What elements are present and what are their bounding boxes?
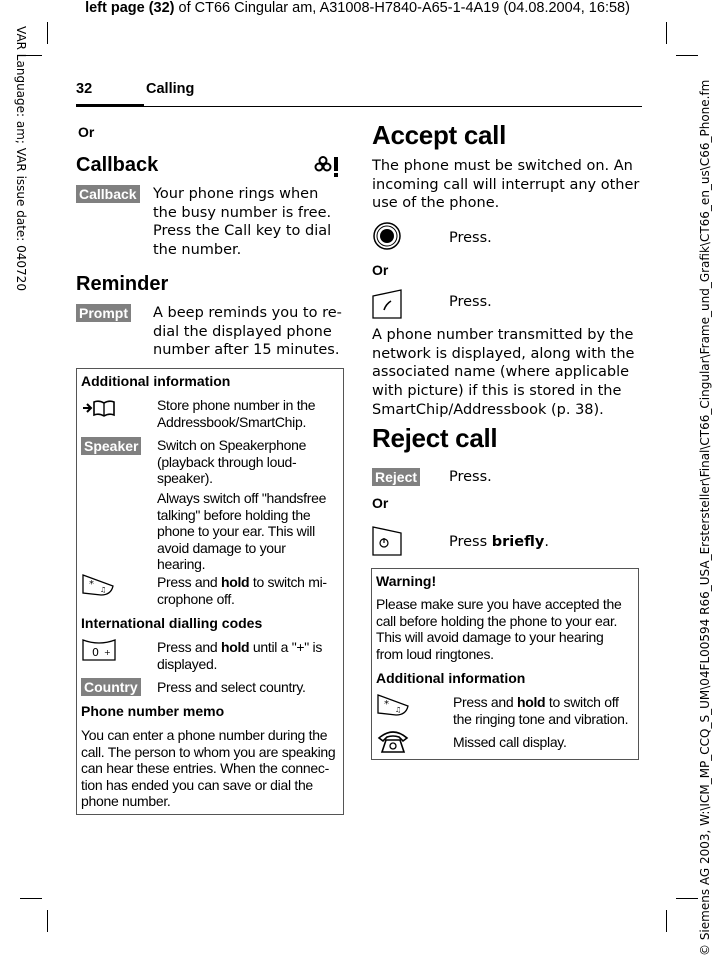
intl-dialling-heading: International dialling codes (81, 615, 263, 631)
crop-mark (666, 22, 667, 44)
text-line: You can enter a phone number during the (81, 727, 328, 743)
callback-text (153, 185, 331, 260)
svg-text:*: * (384, 699, 389, 710)
text-bold: hold (516, 694, 546, 710)
addressbook-store-icon (82, 398, 116, 422)
text-line: SmartChip/Addressbook (p. 38). (372, 401, 604, 418)
side-text-right: © Siemens AG 2003, W:\ICM_MP_CCQ_S_UM\04FL00594 R66_USA_Erstersteller\Final\CT66_Cingular\Frame_und_Grafik\CT66_en_us\C66_Phone.fm (698, 79, 712, 956)
crop-mark (47, 910, 48, 932)
text-line: Press the Call key to dial (153, 223, 332, 240)
crop-mark (47, 22, 48, 44)
text-line: use of the phone. (372, 195, 500, 212)
text-line: (playback through loud- (157, 453, 297, 470)
accept-intro-text (372, 157, 639, 213)
header-rule (76, 106, 642, 107)
text-run: Press and (157, 574, 221, 590)
reminder-heading: Reminder (76, 273, 169, 295)
or-label: Or (372, 262, 389, 278)
text-line: Addressbook/SmartChip. (157, 413, 307, 430)
reminder-text (153, 304, 342, 360)
or-label: Or (372, 495, 389, 511)
text-line: Please make sure you have accepted the (376, 596, 622, 612)
text-line: can hear these entries. When the connec- (81, 760, 329, 776)
text-line: displayed. (157, 655, 218, 672)
svg-text:♫: ♫ (395, 706, 402, 714)
text-line: call before holding the phone to your ear. (376, 612, 618, 629)
reject-press-text: Press. (449, 469, 492, 485)
text-line: the number. (153, 242, 242, 259)
text-line: from loud ringtones. (376, 645, 494, 662)
speaker-softkey: Speaker (81, 437, 141, 455)
store-text (157, 397, 315, 430)
handsfree-warning-text (157, 490, 326, 573)
text-line: tion has ended you can save or dial the (81, 776, 313, 793)
text-line: the busy number is free. (153, 204, 332, 221)
page-number: 32 (76, 81, 93, 97)
country-text: Press and select country. (157, 679, 306, 695)
text-line: network is displayed, along with the (372, 345, 635, 362)
crop-mark (676, 898, 698, 899)
mic-text (157, 574, 327, 607)
print-header-bold: left page (32) (85, 0, 175, 16)
section-title: Calling (146, 81, 195, 97)
text-line: incoming call will interrupt any other (372, 176, 640, 193)
text-run: Press and (157, 639, 221, 655)
side-text-left: VAR Language: am; VAR issue date: 040720 (14, 26, 28, 291)
text-line: phone number. (81, 793, 171, 809)
press-text-1: Press. (449, 230, 492, 246)
warning-info-title: Additional information (376, 670, 526, 686)
text-run: Press and (453, 694, 517, 710)
reject-softkey: Reject (372, 468, 420, 486)
warning-title: Warning! (376, 573, 437, 589)
prompt-softkey: Prompt (76, 304, 131, 322)
phone-memo-heading: Phone number memo (81, 703, 225, 719)
text-line: avoid damage to your (157, 539, 286, 556)
callback-softkey: Callback (76, 185, 140, 203)
star-key-icon (376, 693, 410, 721)
callback-heading: Callback (76, 154, 159, 176)
text-bold: briefly (491, 534, 545, 550)
text-line: with picture) if this is stored in the (372, 383, 622, 400)
text-line: call. The person to whom you are speaking (81, 743, 336, 760)
text-line: Store phone number in the (157, 397, 316, 413)
accept-body-text (372, 326, 634, 420)
text-bold: hold (220, 639, 250, 655)
text-line: Always switch off "handsfree (157, 490, 327, 506)
warning-text (376, 596, 621, 662)
text-run: to switch off (545, 694, 619, 710)
or-label: Or (78, 124, 95, 140)
text-line: A beep reminds you to re- (153, 305, 342, 321)
text-line: phone to your ear. This will (157, 523, 315, 539)
network-service-icon (313, 156, 343, 182)
star-key-icon (81, 573, 115, 601)
crop-mark (666, 910, 667, 932)
text-line: Your phone rings when (153, 186, 319, 202)
text-run: to switch mi- (249, 574, 327, 590)
text-line: crophone off. (157, 590, 235, 607)
text-line: speaker). (157, 470, 213, 486)
text-line: talking" before holding the (157, 506, 311, 523)
crop-mark (676, 55, 698, 56)
text-line: Switch on Speakerphone (157, 437, 307, 453)
text-line: associated name (where applicable (372, 364, 630, 381)
text-run: . (544, 534, 549, 550)
svg-text:♫: ♫ (100, 586, 107, 594)
svg-text:*: * (89, 579, 94, 590)
text-line: The phone must be switched on. An (372, 158, 633, 174)
hold-ring-text (453, 694, 628, 727)
missed-call-text: Missed call display. (453, 734, 567, 750)
press-text-2: Press. (449, 294, 492, 310)
phone-memo-text (81, 727, 335, 810)
text-line: dial the displayed phone (153, 323, 332, 340)
accept-call-heading: Accept call (372, 120, 506, 150)
intl-text (157, 639, 322, 672)
svg-text:0: 0 (92, 646, 99, 659)
speaker-text (157, 437, 306, 487)
missed-call-icon (376, 728, 410, 758)
text-line: A phone number transmitted by the (372, 327, 634, 343)
country-softkey: Country (81, 678, 141, 696)
print-header (0, 0, 715, 16)
press-briefly-text (449, 533, 549, 552)
crop-mark (20, 898, 42, 899)
text-line: number after 15 minutes. (153, 342, 340, 359)
text-line: This will avoid damage to your hearing (376, 629, 604, 645)
end-key-icon (371, 525, 405, 563)
print-header-rest: of CT66 Cingular am, A31008-H7840-A65-1-4A19 (04.08.2004, 16:58) (174, 0, 630, 16)
text-run: Press (449, 534, 492, 550)
zero-key-icon (81, 638, 117, 668)
reject-call-heading: Reject call (372, 423, 498, 453)
text-run: until a "+" is (249, 639, 323, 655)
info-box-title: Additional information (81, 373, 231, 389)
text-line: the ringing tone and vibration. (453, 710, 629, 727)
svg-text:+: + (104, 648, 111, 657)
text-bold: hold (220, 574, 250, 590)
control-key-icon (372, 221, 402, 255)
text-line: hearing. (157, 556, 206, 572)
call-key-icon (371, 288, 405, 326)
